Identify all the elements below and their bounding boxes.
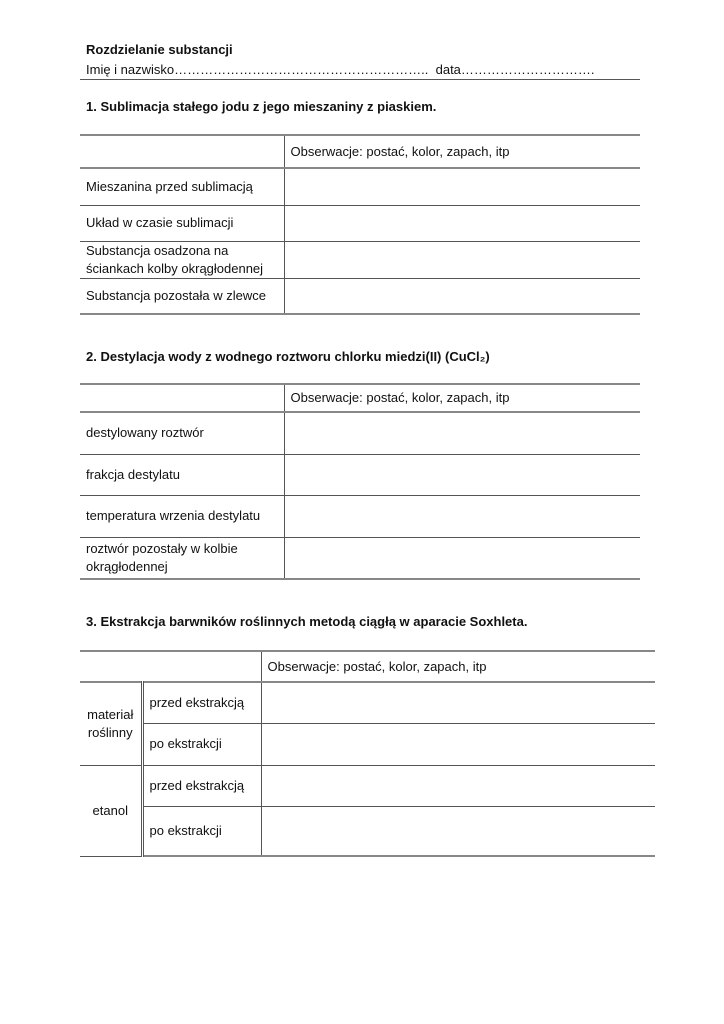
observation-cell[interactable] xyxy=(284,168,640,205)
table-row xyxy=(80,241,640,278)
observation-cell[interactable] xyxy=(284,278,640,314)
empty-header-cell xyxy=(80,651,261,682)
section2-title: 2. Destylacja wody z wodnego roztworu chlorku miedzi(II) (CuCl₂) xyxy=(86,349,490,364)
observation-cell[interactable] xyxy=(284,454,640,495)
row-label: roztwór pozostały w kolbie okrągłodennej xyxy=(80,537,284,579)
row-label: frakcja destylatu xyxy=(80,454,284,495)
row-label: przed ekstrakcją xyxy=(142,682,261,723)
date-label: data xyxy=(435,62,461,77)
empty-header-cell xyxy=(80,135,284,168)
table-row xyxy=(80,168,640,205)
section1-table xyxy=(80,134,640,315)
row-label: przed ekstrakcją xyxy=(142,765,261,806)
name-date-line xyxy=(86,62,595,77)
observation-cell[interactable] xyxy=(284,241,640,278)
row-label: Mieszanina przed sublimacją xyxy=(80,168,284,205)
table-row xyxy=(80,495,640,537)
table-row xyxy=(80,454,640,495)
row-label: temperatura wrzenia destylatu xyxy=(80,495,284,537)
section3-title: 3. Ekstrakcja barwników roślinnych metodą ciągłą w aparacie Soxhleta. xyxy=(86,614,528,629)
name-label: Imię i nazwisko xyxy=(86,62,175,77)
section1-title: 1. Sublimacja stałego jodu z jego mieszaniny z piaskiem. xyxy=(86,99,437,114)
table-row xyxy=(80,723,655,765)
row-label: destylowany roztwór xyxy=(80,412,284,454)
observation-cell[interactable] xyxy=(284,537,640,579)
observations-header: Obserwacje: postać, kolor, zapach, itp xyxy=(261,651,655,682)
section2-table xyxy=(80,383,640,580)
header-divider xyxy=(80,79,640,80)
date-field[interactable]: …………………………. xyxy=(460,62,595,77)
observation-cell[interactable] xyxy=(284,495,640,537)
table-row xyxy=(80,537,640,579)
section3-table xyxy=(80,650,655,857)
row-label: Substancja pozostała w zlewce xyxy=(80,278,284,314)
observation-cell[interactable] xyxy=(284,205,640,241)
row-label: po ekstrakcji xyxy=(142,806,261,856)
empty-header-cell xyxy=(80,384,284,412)
observation-cell[interactable] xyxy=(284,412,640,454)
row-label: po ekstrakcji xyxy=(142,723,261,765)
observation-cell[interactable] xyxy=(261,765,655,806)
row-label: Układ w czasie sublimacji xyxy=(80,205,284,241)
worksheet-title: Rozdzielanie substancji xyxy=(86,42,233,57)
observation-cell[interactable] xyxy=(261,723,655,765)
group-label: materiał roślinny xyxy=(80,682,142,765)
name-field[interactable]: ………………………………………………….. xyxy=(174,62,429,77)
observations-header: Obserwacje: postać, kolor, zapach, itp xyxy=(284,384,640,412)
table-header-row xyxy=(80,651,655,682)
table-header-row xyxy=(80,135,640,168)
table-row xyxy=(80,412,640,454)
observation-cell[interactable] xyxy=(261,806,655,856)
table-header-row xyxy=(80,384,640,412)
observations-header: Obserwacje: postać, kolor, zapach, itp xyxy=(284,135,640,168)
table-row xyxy=(80,765,655,806)
table-row xyxy=(80,806,655,856)
row-label: Substancja osadzona na ściankach kolby okrągłodennej xyxy=(80,241,284,278)
table-row xyxy=(80,205,640,241)
table-row xyxy=(80,278,640,314)
observation-cell[interactable] xyxy=(261,682,655,723)
group-label: etanol xyxy=(80,765,142,856)
table-row xyxy=(80,682,655,723)
